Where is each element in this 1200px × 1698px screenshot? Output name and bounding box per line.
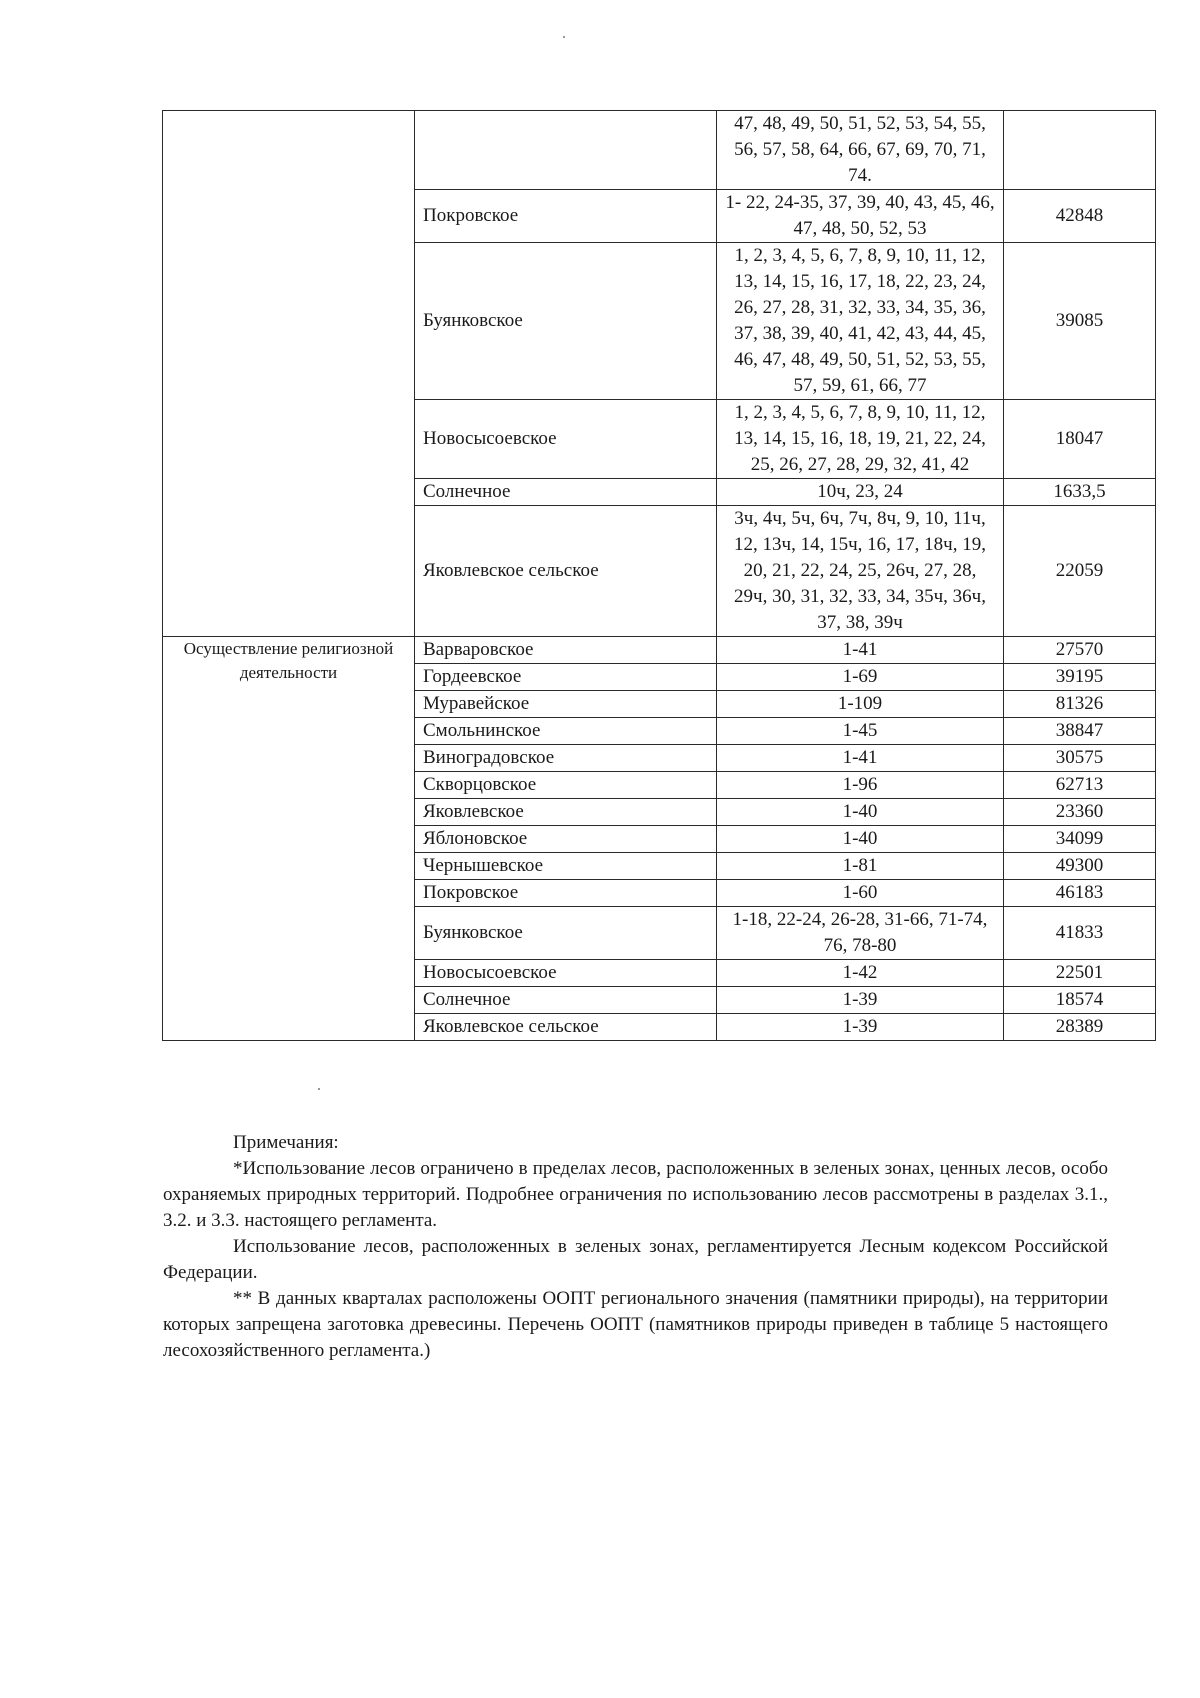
area-cell: 39085 <box>1004 243 1156 400</box>
scan-speck <box>318 1088 320 1090</box>
settlement-cell: Буянковское <box>415 243 717 400</box>
quarters-cell: 3ч, 4ч, 5ч, 6ч, 7ч, 8ч, 9, 10, 11ч, 12, 13ч, 14, 15ч, 16, 17, 18ч, 19, 20, 21, 22, 24, 25, 26ч, 27, 28, 29ч, 30, 31, 32, 33, 34, 35ч, 36ч, 37, 38, 39ч <box>717 506 1004 637</box>
area-cell: 18574 <box>1004 987 1156 1014</box>
table-row <box>163 111 1156 190</box>
settlement-cell: Виноградовское <box>415 745 717 772</box>
quarters-cell: 1-41 <box>717 745 1004 772</box>
area-cell: 39195 <box>1004 664 1156 691</box>
quarters-cell: 1-45 <box>717 718 1004 745</box>
settlement-cell: Покровское <box>415 880 717 907</box>
area-cell: 23360 <box>1004 799 1156 826</box>
settlement-cell: Яковлевское сельское <box>415 1014 717 1041</box>
area-cell: 27570 <box>1004 637 1156 664</box>
area-cell: 1633,5 <box>1004 479 1156 506</box>
settlement-cell: Чернышевское <box>415 853 717 880</box>
note-paragraph: Использование лесов, расположенных в зеленых зонах, регламентируется Лесным кодексом Российской Федерации. <box>163 1236 1108 1283</box>
quarters-cell: 1-69 <box>717 664 1004 691</box>
area-cell <box>1004 111 1156 190</box>
quarters-cell: 1, 2, 3, 4, 5, 6, 7, 8, 9, 10, 11, 12, 13, 14, 15, 16, 17, 18, 22, 23, 24, 26, 27, 28, 31, 32, 33, 34, 35, 36, 37, 38, 39, 40, 41, 42, 43, 44, 45, 46, 47, 48, 49, 50, 51, 52, 53, 55, 57, 59, 61, 66, 77 <box>717 243 1004 400</box>
settlement-cell: Смольнинское <box>415 718 717 745</box>
settlement-cell <box>415 111 717 190</box>
quarters-cell: 10ч, 23, 24 <box>717 479 1004 506</box>
quarters-cell: 1-109 <box>717 691 1004 718</box>
scan-speck <box>563 36 565 38</box>
area-cell: 42848 <box>1004 190 1156 243</box>
area-cell: 81326 <box>1004 691 1156 718</box>
area-cell: 34099 <box>1004 826 1156 853</box>
quarters-cell: 1-40 <box>717 826 1004 853</box>
section-cell-empty <box>163 111 415 637</box>
area-cell: 18047 <box>1004 400 1156 479</box>
quarters-cell: 1-81 <box>717 853 1004 880</box>
area-cell: 38847 <box>1004 718 1156 745</box>
settlement-cell: Скворцовское <box>415 772 717 799</box>
quarters-cell: 1-18, 22-24, 26-28, 31-66, 71-74, 76, 78-80 <box>717 907 1004 960</box>
section-label-religious: Осуществление религиозной деятельности <box>163 637 415 1041</box>
quarters-cell: 1-96 <box>717 772 1004 799</box>
quarters-cell: 1- 22, 24-35, 37, 39, 40, 43, 45, 46, 47, 48, 50, 52, 53 <box>717 190 1004 243</box>
area-cell: 22059 <box>1004 506 1156 637</box>
note-paragraph: *Использование лесов ограничено в пределах лесов, расположенных в зеленых зонах, ценных лесов, особо охраняемых природных территорий. Подробнее ограничения по использованию лесов рассмотрены в разделах 3.1., 3.2. и 3.3. настоящего регламента. <box>163 1158 1108 1231</box>
quarters-cell: 47, 48, 49, 50, 51, 52, 53, 54, 55, 56, 57, 58, 64, 66, 67, 69, 70, 71, 74. <box>717 111 1004 190</box>
settlement-cell: Солнечное <box>415 987 717 1014</box>
settlement-cell: Яблоновское <box>415 826 717 853</box>
quarters-cell: 1-39 <box>717 987 1004 1014</box>
notes-heading: Примечания: <box>233 1132 339 1153</box>
area-cell: 22501 <box>1004 960 1156 987</box>
quarters-cell: 1, 2, 3, 4, 5, 6, 7, 8, 9, 10, 11, 12, 13, 14, 15, 16, 18, 19, 21, 22, 24, 25, 26, 27, 28, 29, 32, 41, 42 <box>717 400 1004 479</box>
quarters-cell: 1-40 <box>717 799 1004 826</box>
forest-use-table <box>162 110 1156 1041</box>
settlement-cell: Новосысоевское <box>415 400 717 479</box>
settlement-cell: Новосысоевское <box>415 960 717 987</box>
area-cell: 30575 <box>1004 745 1156 772</box>
settlement-cell: Покровское <box>415 190 717 243</box>
settlement-cell: Яковлевское <box>415 799 717 826</box>
area-cell: 62713 <box>1004 772 1156 799</box>
table-row <box>163 637 1156 664</box>
area-cell: 28389 <box>1004 1014 1156 1041</box>
note-paragraph: ** В данных кварталах расположены ООПТ регионального значения (памятники природы), на территории которых запрещена заготовка древесины. Перечень ООПТ (памятников природы приведен в таблице 5 настоящего лесохозяйственного регламента.) <box>163 1288 1108 1361</box>
quarters-cell: 1-60 <box>717 880 1004 907</box>
area-cell: 49300 <box>1004 853 1156 880</box>
table-body <box>163 111 1156 1041</box>
settlement-cell: Муравейское <box>415 691 717 718</box>
quarters-cell: 1-41 <box>717 637 1004 664</box>
quarters-cell: 1-39 <box>717 1014 1004 1041</box>
notes-block <box>163 1130 1108 1364</box>
settlement-cell: Буянковское <box>415 907 717 960</box>
area-cell: 41833 <box>1004 907 1156 960</box>
settlement-cell: Гордеевское <box>415 664 717 691</box>
settlement-cell: Яковлевское сельское <box>415 506 717 637</box>
quarters-cell: 1-42 <box>717 960 1004 987</box>
area-cell: 46183 <box>1004 880 1156 907</box>
settlement-cell: Солнечное <box>415 479 717 506</box>
settlement-cell: Варваровское <box>415 637 717 664</box>
